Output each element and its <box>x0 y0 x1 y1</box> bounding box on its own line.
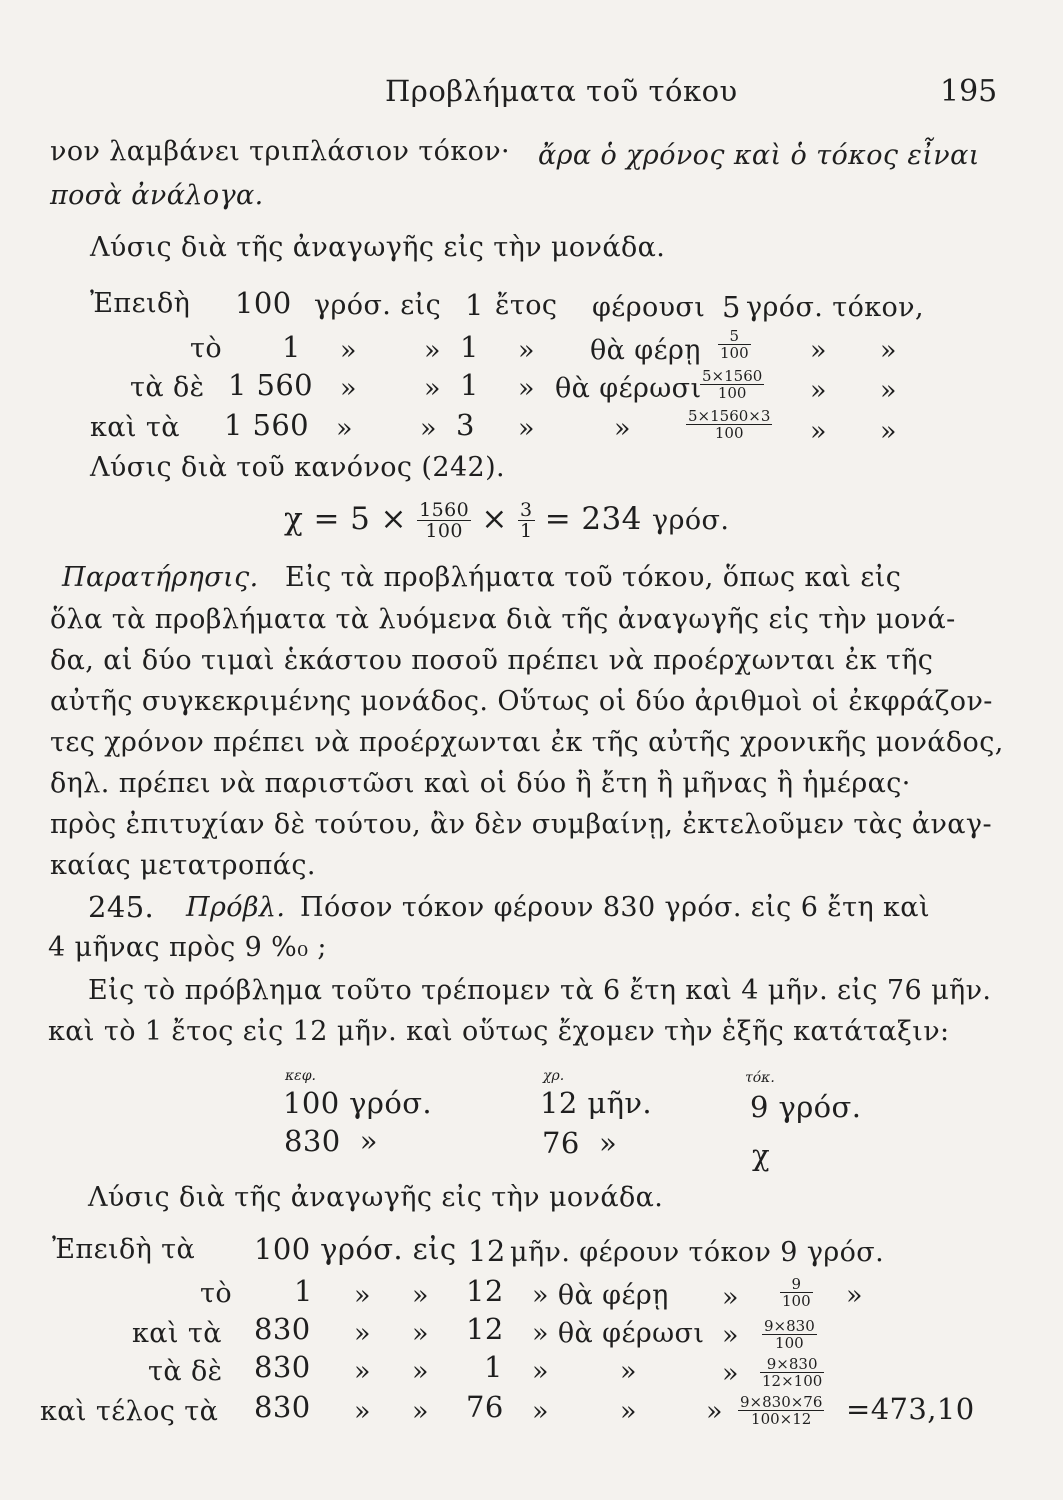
remark-line-7: πρὸς ἐπιτυχίαν δὲ τούτου, ἂν δὲν συμβαίνῃ, ἐκτελοῦμεν τὰς ἀναγ- <box>50 809 992 840</box>
sol1-r2-d: » <box>424 335 441 366</box>
sol3-r5-f: » <box>532 1396 549 1427</box>
sol3-r5-c: » <box>354 1396 371 1427</box>
formula-result: 234 <box>581 501 642 537</box>
sol3-r1-b: 100 γρόσ. εἰς <box>254 1232 457 1266</box>
sol1-r4-g: » <box>614 413 631 444</box>
sol3-r3-f: » θὰ φέρωσι <box>532 1318 705 1349</box>
sol3-r3-b: 830 <box>254 1312 311 1346</box>
sol3-r2-fraction-den: 100 <box>782 1292 811 1310</box>
sol1-r4-d: » <box>420 413 437 444</box>
remark-line-5: τες χρόνον πρέπει νὰ προέρχωνται ἐκ τῆς αὐτῆς χρονικῆς μονάδος, <box>50 727 1004 758</box>
sol1-r2-e: 1 <box>460 330 479 364</box>
sol3-r2-f: » θὰ φέρῃ <box>532 1280 669 1311</box>
formula-factor: 5 <box>350 501 371 537</box>
sol1-r3-fraction-den: 100 <box>717 384 747 402</box>
sol3-r3-g: » <box>722 1320 739 1351</box>
sol3-r3-fraction-num: 9×830 <box>764 1317 815 1335</box>
sol3-r3-e: 12 <box>466 1312 504 1346</box>
sol3-r3-fraction-den: 100 <box>775 1334 804 1352</box>
sol3-r3-fraction <box>762 1318 817 1351</box>
sol1-r3-fraction-num: 5×1560 <box>702 367 763 385</box>
remark-line-6: δηλ. πρέπει νὰ παριστῶσι καὶ οἱ δύο ἢ ἔτη ἢ μῆνας ἢ ἡμέρας· <box>50 768 911 799</box>
sol1-r1-a: Ἐπειδὴ <box>90 288 191 319</box>
sol3-heading: Λύσις διὰ τῆς ἀναγωγῆς εἰς τὴν μονάδα. <box>88 1182 664 1213</box>
sol1-r2-f: » <box>518 335 535 366</box>
sol3-r2-g: » <box>722 1282 739 1313</box>
sol3-r5-e: 76 <box>466 1390 504 1424</box>
sol3-r3-a: καὶ τὰ <box>132 1318 222 1349</box>
formula-fraction-2-num: 3 <box>520 499 533 521</box>
sol3-r5-fraction-num: 9×830×76 <box>740 1393 823 1411</box>
sol1-r3-f: » <box>518 373 535 404</box>
sol3-r4-fraction <box>760 1356 824 1389</box>
sol1-r4-b: 1 560 <box>224 408 310 442</box>
remark-label: Παρατήρησις. <box>62 562 259 593</box>
formula-fraction-1-den: 100 <box>425 520 463 542</box>
intro-line-1b: ἄρα ὁ χρόνος καὶ ὁ τόκος εἶναι <box>538 140 980 171</box>
sol1-r3-c: » <box>340 373 357 404</box>
sol1-r3-b: 1 560 <box>228 368 314 402</box>
running-header-title: Προβλήματα τοῦ τόκου <box>385 74 738 108</box>
sol3-r2-e: 12 <box>466 1274 504 1308</box>
sol3-r2-c: » <box>354 1280 371 1311</box>
sol3-r2-fraction-num: 9 <box>780 1276 813 1293</box>
sol1-r1-e: ἔτος <box>495 290 558 321</box>
formula-eq-1: = <box>313 501 340 537</box>
sol1-r2-i: » <box>880 335 897 366</box>
sol3-r5-g: » <box>706 1396 723 1427</box>
remark-line-4: αὐτῆς συγκεκριμένης μονάδος. Οὕτως οἱ δύο ἀριθμοὶ οἱ ἐκφράζον- <box>50 686 993 717</box>
problem-number: 245. <box>88 890 155 924</box>
table-header-interest: τόκ. <box>745 1070 775 1086</box>
sol1-r3-fraction <box>700 368 764 401</box>
sol1-r4-c: » <box>336 413 353 444</box>
sol3-r4-a: τὰ δὲ <box>148 1356 223 1387</box>
sol3-r2-b: 1 <box>294 1274 313 1308</box>
sol3-r4-b: 830 <box>254 1350 311 1384</box>
intro-line-1a: νον λαμβάνει τριπλάσιον τόκον· <box>50 136 511 167</box>
problem-para-line-1: Εἰς τὸ πρόβλημα τοῦτο τρέπομεν τὰ 6 ἔτη καὶ 4 μῆν. εἰς 76 μῆν. <box>88 975 992 1006</box>
formula-fraction-1-num: 1560 <box>419 499 470 521</box>
sol1-r3-h: » <box>810 375 827 406</box>
problem-line-1: Πόσον τόκον φέρουν 830 γρόσ. εἰς 6 ἔτη καὶ <box>300 892 930 923</box>
sol1-r4-f: » <box>518 413 535 444</box>
sol3-r5-f2: » <box>620 1396 637 1427</box>
sol2-heading: Λύσις διὰ τοῦ κανόνος (242). <box>90 452 506 483</box>
sol3-r4-fraction-num: 9×830 <box>760 1356 824 1373</box>
sol3-r1-c: 12 <box>468 1234 506 1268</box>
sol1-r2-h: » <box>810 335 827 366</box>
sol3-r5-a: καὶ τέλος τὰ <box>40 1396 219 1427</box>
sol1-r3-d: » <box>424 373 441 404</box>
sol1-r1-f: φέρουσι <box>592 292 706 323</box>
formula-fraction-2 <box>518 500 535 541</box>
remark-line-2: ὅλα τὰ προβλήματα τὰ λυόμενα διὰ τῆς ἀναγωγῆς εἰς τὴν μονά- <box>50 604 956 635</box>
sol3-r2-h: » <box>846 1280 863 1311</box>
problem-line-2: 4 μῆνας πρὸς 9 %₀ ; <box>48 932 327 963</box>
table-r2-c3: χ <box>752 1138 770 1172</box>
sol3-r2-d: » <box>412 1280 429 1311</box>
sol1-r1-g: 5 <box>722 290 741 324</box>
sol1-r2-fraction-den: 100 <box>720 344 749 362</box>
sol3-r5-result: =473,10 <box>846 1392 975 1426</box>
sol2-formula <box>284 500 729 541</box>
table-r2-c2: 76 » <box>542 1126 618 1160</box>
sol1-r4-fraction-den: 100 <box>714 424 744 442</box>
table-r1-c2: 12 μῆν. <box>540 1086 652 1120</box>
sol3-r2-a: τὸ <box>200 1278 232 1309</box>
problem-label: Πρόβλ. <box>186 892 286 923</box>
sol3-r1-a: Ἐπειδὴ τὰ <box>52 1234 196 1265</box>
sol3-r2-fraction <box>780 1276 813 1309</box>
table-header-capital: κεφ. <box>285 1068 316 1084</box>
sol3-r4-g: » <box>722 1358 739 1389</box>
sol3-r5-fraction <box>738 1394 824 1427</box>
formula-eq-2: = <box>544 501 572 537</box>
sol1-r2-c: » <box>340 335 357 366</box>
sol1-r2-b: 1 <box>282 330 301 364</box>
sol1-r1-d: 1 <box>465 288 484 322</box>
formula-times-1: × <box>380 501 407 537</box>
sol1-r3-a: τὰ δὲ <box>130 372 205 403</box>
formula-fraction-1 <box>417 500 471 541</box>
sol3-r5-b: 830 <box>254 1390 311 1424</box>
table-r2-c1: 830 » <box>284 1124 378 1158</box>
sol3-r3-c: » <box>354 1318 371 1349</box>
sol1-r3-g: θὰ φέρωσι <box>555 373 702 404</box>
intro-line-2: ποσὰ ἀνάλογα. <box>50 180 264 211</box>
sol1-r1-c: γρόσ. εἰς <box>314 290 442 321</box>
sol1-r4-h: » <box>810 416 827 447</box>
table-header-time: χρ. <box>543 1068 565 1084</box>
sol1-r2-fraction-num: 5 <box>718 328 751 345</box>
sol1-heading: Λύσις διὰ τῆς ἀναγωγῆς εἰς τὴν μονάδα. <box>90 232 666 263</box>
sol3-r5-d: » <box>412 1396 429 1427</box>
formula-lhs: χ <box>284 501 304 537</box>
sol1-r2-g: θὰ φέρῃ <box>590 335 701 366</box>
sol3-r4-c: » <box>354 1356 371 1387</box>
remark-line-1: Εἰς τὰ προβλήματα τοῦ τόκου, ὅπως καὶ εἰς <box>285 562 902 593</box>
sol3-r4-fraction-den: 12×100 <box>762 1372 823 1390</box>
formula-times-2: × <box>481 501 508 537</box>
sol1-r4-a: καὶ τὰ <box>90 412 180 443</box>
sol3-r1-d: μῆν. φέρουν τόκον 9 γρόσ. <box>510 1237 885 1268</box>
sol1-r1-b: 100 <box>235 286 292 320</box>
remark-line-3: δα, αἱ δύο τιμαὶ ἑκάστου ποσοῦ πρέπει νὰ προέρχωνται ἐκ τῆς <box>50 645 934 676</box>
formula-unit: γρόσ. <box>652 505 730 536</box>
sol3-r4-e: 1 <box>484 1350 503 1384</box>
sol3-r4-d: » <box>412 1356 429 1387</box>
sol1-r4-fraction-num: 5×1560×3 <box>688 407 771 425</box>
sol3-r3-d: » <box>412 1318 429 1349</box>
sol1-r2-a: τὸ <box>190 333 222 364</box>
table-r1-c1: 100 γρόσ. <box>283 1086 433 1120</box>
problem-para-line-2: καὶ τὸ 1 ἔτος εἰς 12 μῆν. καὶ οὕτως ἔχομεν τὴν ἑξῆς κατάταξιν: <box>48 1016 950 1047</box>
sol1-r1-h: γρόσ. τόκον, <box>746 292 924 323</box>
sol3-r4-f2: » <box>620 1356 637 1387</box>
page-number: 195 <box>940 74 998 109</box>
remark-line-8: καίας μετατροπάς. <box>50 850 316 881</box>
sol1-r4-fraction <box>686 408 772 441</box>
sol1-r4-e: 3 <box>456 408 475 442</box>
table-r1-c3: 9 γρόσ. <box>750 1090 862 1124</box>
sol3-r5-fraction-den: 100×12 <box>751 1410 812 1428</box>
sol1-r2-fraction <box>718 328 751 361</box>
sol3-r4-f: » <box>532 1356 549 1387</box>
sol1-r4-i: » <box>880 416 897 447</box>
formula-fraction-2-den: 1 <box>520 520 533 542</box>
sol1-r3-i: » <box>880 375 897 406</box>
sol1-r3-e: 1 <box>460 368 479 402</box>
